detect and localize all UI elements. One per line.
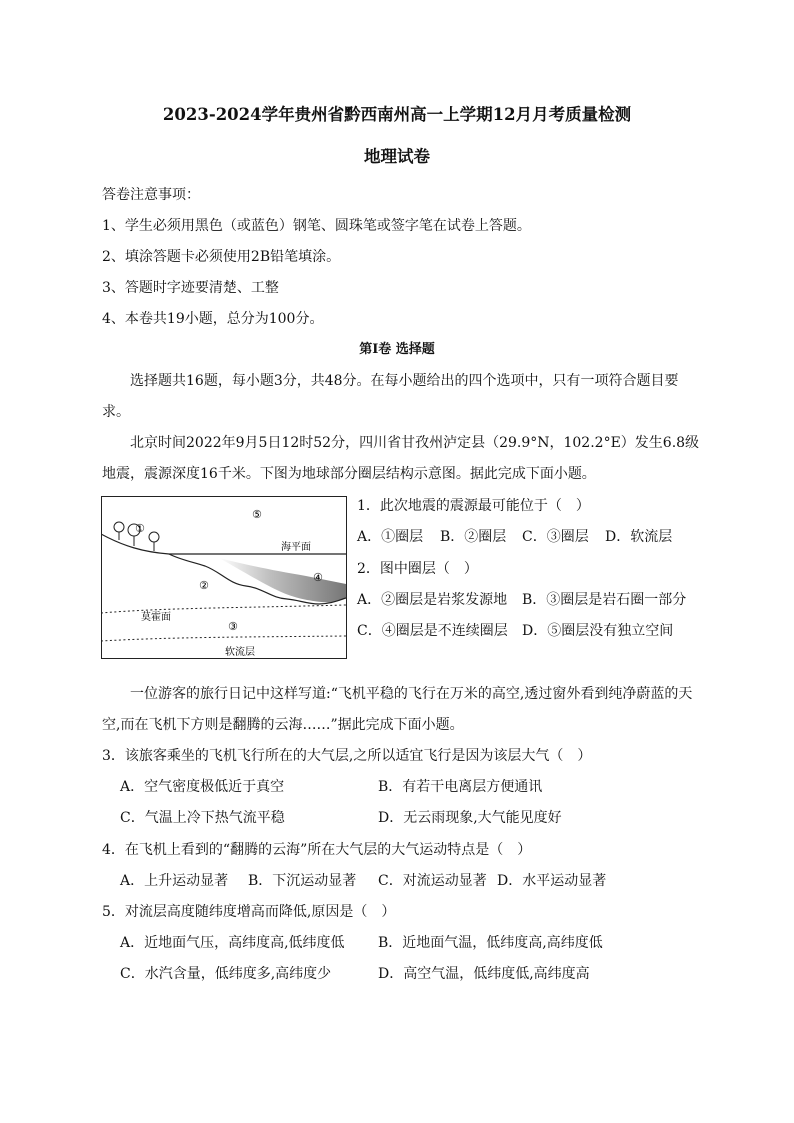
q4-option-d: D．水平运动显著 [497, 873, 607, 889]
label-moho: 莫霍面 [141, 612, 171, 623]
label-asthenosphere: 软流层 [225, 647, 255, 658]
label-sea-level: 海平面 [281, 542, 311, 553]
q3-option-c: C．气温上冷下热气流平稳 [120, 810, 285, 826]
q2-option-a: A．②圈层是岩浆发源地 [357, 592, 508, 608]
q4-option-b: B．下沉运动显著 [248, 873, 357, 889]
q3-option-b: B．有若干电离层方便通讯 [378, 779, 543, 795]
passage-2-line-1: 一位游客的旅行日记中这样写道:“飞机平稳的飞行在万米的高空,透过窗外看到纯净蔚蓝的天 [130, 686, 693, 702]
q1-option-c: C．③圈层 [522, 529, 589, 545]
section-title: 第Ⅰ卷 选择题 [359, 342, 435, 357]
q1-stem: 1．此次地震的震源最可能位于（ ） [357, 498, 590, 514]
q5-option-c: C．水汽含量，低纬度多,高纬度少 [120, 966, 332, 982]
passage-2-line-2: 空,而在飞机下方则是翻腾的云海……”据此完成下面小题。 [102, 717, 464, 733]
label-layer-5: ⑤ [252, 508, 262, 521]
notice-item-4: 4、本卷共19小题，总分为100分。 [102, 311, 324, 327]
q4-stem: 4．在飞机上看到的“翻腾的云海”所在大气层的大气运动特点是（ ） [102, 842, 532, 858]
label-layer-2: ② [199, 579, 209, 592]
q4-option-a: A．上升运动显著 [120, 873, 229, 889]
q3-stem: 3．该旅客乘坐的飞机飞行所在的大气层,之所以适宜飞行是因为该层大气（ ） [102, 748, 592, 764]
q2-stem: 2．图中圈层（ ） [357, 561, 478, 577]
notice-item-2: 2、填涂答题卡必须使用2B铅笔填涂。 [102, 249, 341, 265]
notice-item-1: 1、学生必须用黑色（或蓝色）钢笔、圆珠笔或签字笔在试卷上答题。 [102, 218, 531, 234]
section-intro-line-1: 选择题共16题，每小题3分，共48分。在每小题给出的四个选项中，只有一项符合题目要 [130, 373, 679, 389]
q5-stem: 5．对流层高度随纬度增高而降低,原因是（ ） [102, 904, 396, 920]
exam-title: 2023-2024学年贵州省黔西南州高一上学期12月月考质量检测 [162, 105, 632, 124]
passage-1-line-2: 地震，震源深度16千米。下图为地球部分圈层结构示意图。据此完成下面小题。 [102, 466, 596, 482]
exam-subtitle: 地理试卷 [364, 147, 430, 166]
earth-layers-diagram [101, 496, 347, 659]
label-layer-1: ① [135, 522, 145, 535]
q5-option-b: B．近地面气温，低纬度高,高纬度低 [378, 935, 603, 951]
q3-option-d: D．无云雨现象,大气能见度好 [378, 810, 562, 826]
label-layer-4: ④ [313, 571, 323, 584]
section-intro-line-2: 求。 [102, 404, 130, 420]
q3-option-a: A．空气密度极低近于真空 [120, 779, 285, 795]
q4-option-c: C．对流运动显著 [378, 873, 487, 889]
q2-option-d: D．⑤圈层没有独立空间 [522, 623, 674, 639]
q5-option-d: D．高空气温，低纬度低,高纬度高 [378, 966, 590, 982]
q2-option-c: C．④圈层是不连续圈层 [357, 623, 508, 639]
q5-option-a: A．近地面气压，高纬度高,低纬度低 [120, 935, 345, 951]
passage-1-line-1: 北京时间2022年9月5日12时52分，四川省甘孜州泸定县（29.9°N，102.2°E）发生6.8级 [130, 435, 700, 451]
q2-option-b: B．③圈层是岩石圈一部分 [522, 592, 687, 608]
q1-option-d: D．软流层 [605, 529, 673, 545]
notice-item-3: 3、答题时字迹要清楚、工整 [102, 280, 279, 296]
q1-option-b: B．②圈层 [440, 529, 507, 545]
q1-option-a: A．①圈层 [357, 529, 424, 545]
notice-heading: 答卷注意事项： [102, 187, 200, 203]
label-layer-3: ③ [228, 620, 238, 633]
